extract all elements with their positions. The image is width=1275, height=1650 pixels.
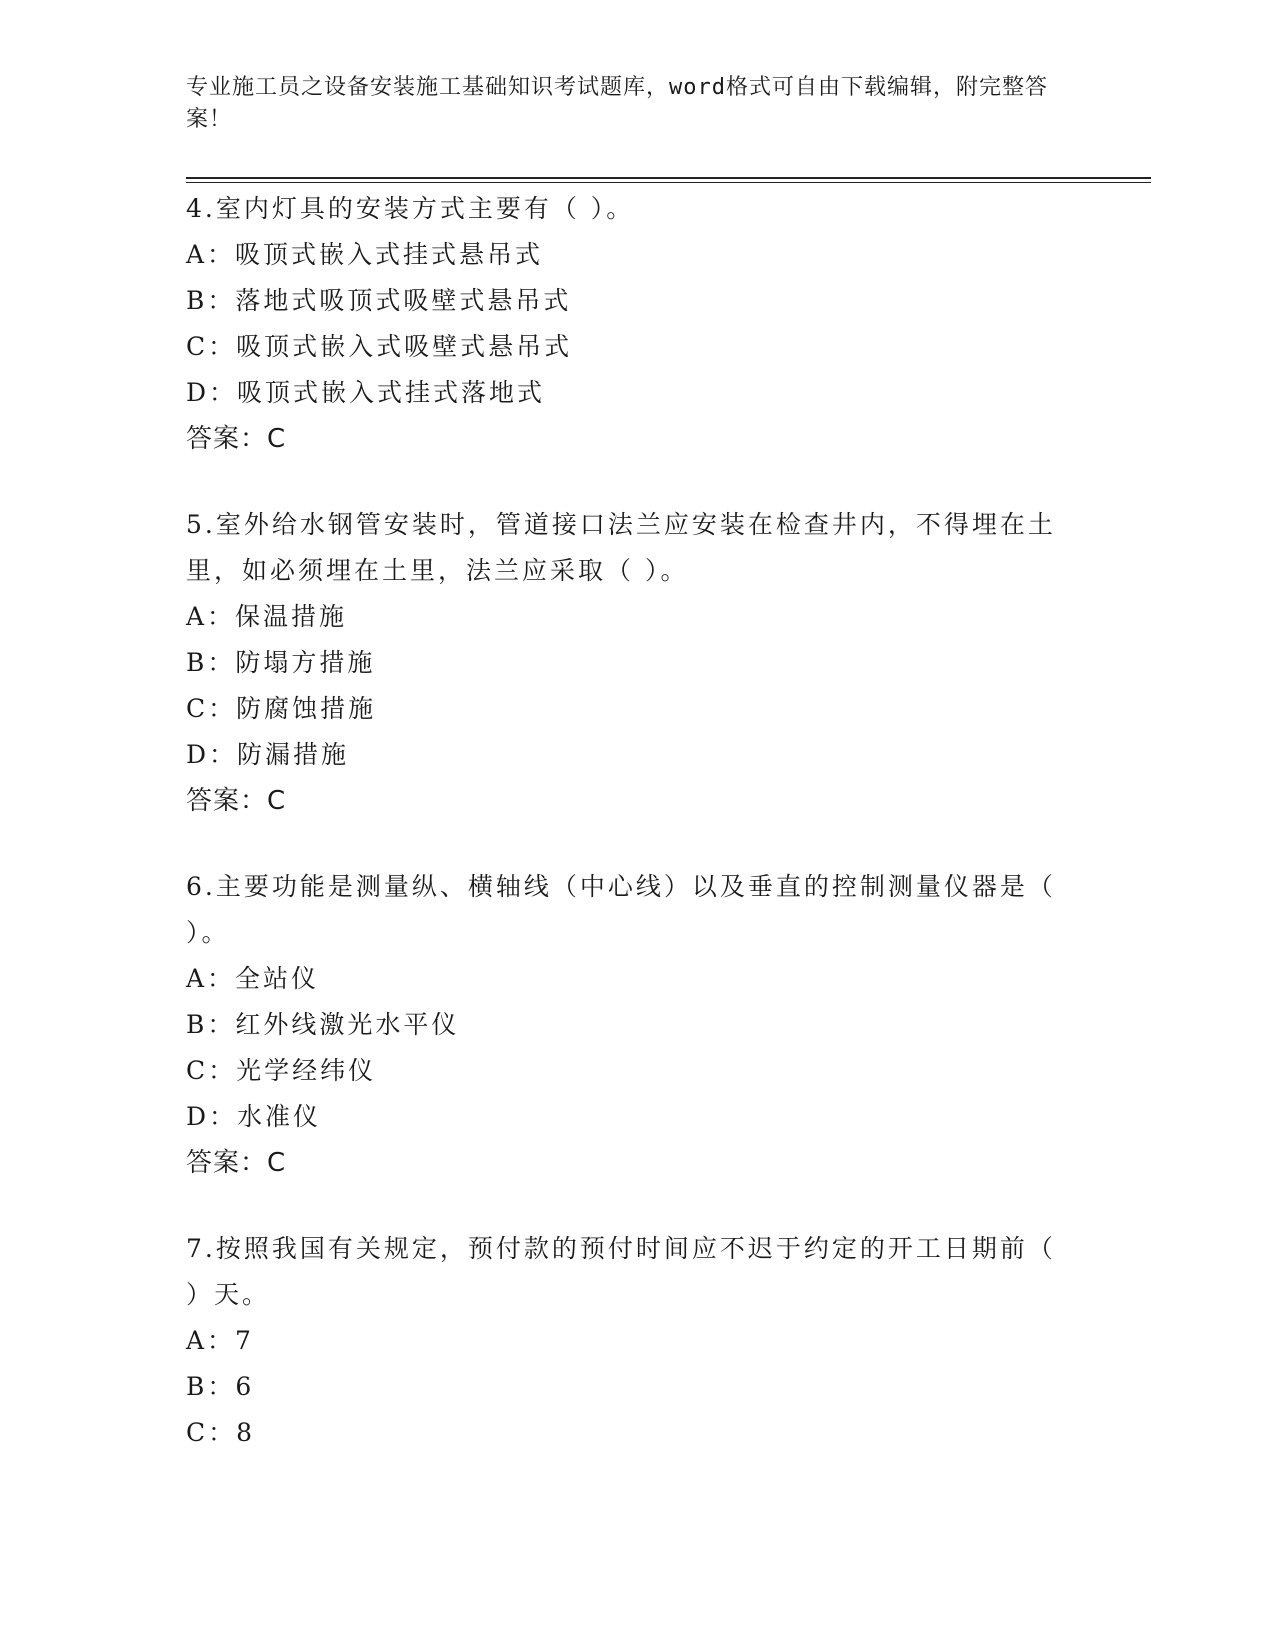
option-d: D：水准仪 [186,1102,322,1131]
question-spacer [186,1186,1066,1226]
option-a: A：全站仪 [186,964,320,993]
question-stem: 6.主要功能是测量纵、横轴线（中心线）以及垂直的控制测量仪器是（ ）。 [186,872,1056,947]
header-divider-thin [186,182,1151,183]
option-d: D：防漏措施 [186,740,350,769]
option-c: C：光学经纬仪 [186,1056,377,1085]
option-b: B：红外线激光水平仪 [186,1010,460,1039]
option-a: A：7 [186,1326,254,1355]
option-b: B：防塌方措施 [186,648,376,677]
option-c: C：8 [186,1418,256,1447]
answer-text: 答案：C [186,424,287,454]
question-5 [186,502,1066,824]
option-c: C：防腐蚀措施 [186,694,377,723]
question-7 [186,1226,1066,1456]
question-6 [186,864,1066,1186]
option-b: B：6 [186,1372,255,1401]
option-c: C：吸顶式嵌入式吸壁式悬吊式 [186,332,573,361]
option-b: B：落地式吸顶式吸壁式悬吊式 [186,286,572,315]
option-a: A：吸顶式嵌入式挂式悬吊式 [186,240,544,269]
question-stem: 7.按照我国有关规定，预付款的预付时间应不迟于约定的开工日期前（ ）天。 [186,1234,1056,1309]
answer-text: 答案：C [186,786,287,816]
answer-text: 答案：C [186,1148,287,1178]
question-stem: 4.室内灯具的安装方式主要有（ ）。 [186,194,635,223]
question-stem: 5.室外给水钢管安装时，管道接口法兰应安装在检查井内，不得埋在土里，如必须埋在土里，法兰应采取（ ）。 [186,510,1056,585]
option-a: A：保温措施 [186,602,348,631]
question-list [186,186,1066,1456]
header-divider-thick [186,177,1151,179]
option-d: D：吸顶式嵌入式挂式落地式 [186,378,546,407]
question-spacer [186,824,1066,864]
question-spacer [186,462,1066,502]
question-4 [186,186,1066,462]
document-header: 专业施工员之设备安装施工基础知识考试题库，word格式可自由下载编辑，附完整答案！ [186,75,1048,132]
